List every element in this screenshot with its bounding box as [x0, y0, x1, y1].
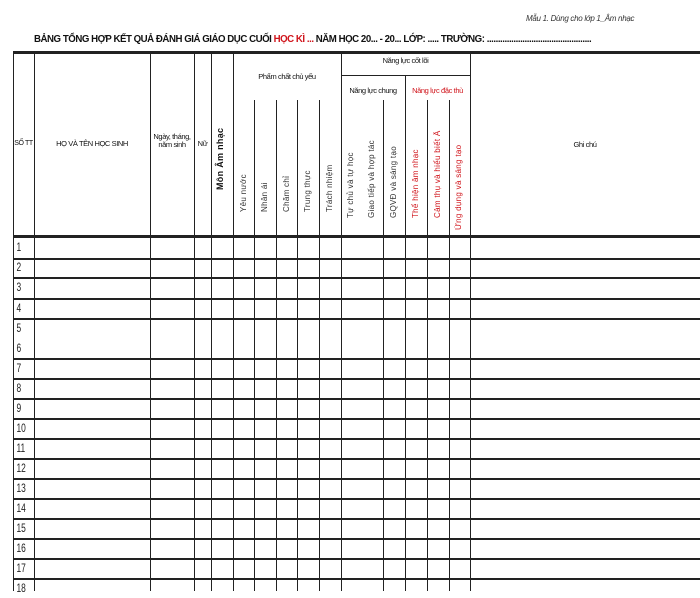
header-specific-application: Ứng dụng và sáng tạo	[454, 144, 463, 230]
header-quality-diligence: Chăm chỉ	[282, 175, 291, 212]
row-number: 15	[16, 521, 26, 535]
header-notes: Ghi chú	[573, 140, 597, 149]
row-number: 9	[16, 401, 22, 415]
row-number: 18	[16, 581, 26, 595]
column-divider	[194, 51, 195, 591]
column-divider	[13, 51, 14, 591]
column-divider	[233, 51, 234, 591]
header-date-of-birth: Ngày, tháng, năm sinh	[153, 132, 191, 150]
row-divider	[13, 498, 700, 500]
column-divider	[254, 100, 255, 236]
column-divider	[383, 100, 384, 236]
row-number: 2	[16, 260, 22, 274]
header-qualities-group: Phẩm chất chủ yếu	[258, 72, 316, 81]
row-divider	[13, 458, 700, 460]
column-divider	[297, 100, 298, 236]
row-divider	[13, 538, 700, 540]
row-divider	[13, 478, 700, 480]
column-divider	[276, 100, 277, 236]
row-divider	[13, 558, 700, 560]
row-divider	[13, 378, 700, 380]
row-number: 13	[16, 481, 26, 495]
row-number: 10	[16, 421, 26, 435]
row-divider	[13, 418, 700, 420]
column-divider	[150, 51, 151, 591]
row-divider	[13, 318, 700, 320]
row-number: 8	[16, 381, 22, 395]
row-divider	[13, 518, 700, 520]
row-number: 1	[16, 240, 22, 254]
row-number: 7	[16, 361, 22, 375]
row-divider	[13, 438, 700, 440]
row-number: 4	[16, 301, 22, 315]
header-quality-responsibility: Trách nhiệm	[325, 164, 334, 212]
row-number: 12	[16, 461, 26, 475]
header-quality-patriotism: Yêu nước	[239, 174, 248, 212]
title-part-1: BẢNG TỔNG HỢP KẾT QUẢ ĐÁNH GIÁ GIÁO DỤC CUỐI	[34, 33, 274, 45]
row-number: 6	[16, 341, 22, 355]
column-divider	[405, 75, 406, 591]
row-number: 5	[16, 321, 22, 335]
header-general-problem-solving: GQVĐ và sáng tạo	[389, 146, 398, 218]
column-divider	[319, 100, 320, 236]
row-divider	[13, 258, 700, 260]
title-semester: HỌC KÌ ...	[273, 33, 314, 45]
column-divider	[427, 100, 428, 236]
table-top-border	[13, 51, 700, 54]
form-note: Mẫu 1. Dùng cho lớp 1_Âm nhạc	[526, 14, 635, 23]
column-divider	[34, 51, 35, 591]
row-divider	[13, 398, 700, 400]
header-female: Nữ	[197, 139, 208, 148]
header-stt: SỐ TT	[14, 140, 33, 147]
row-divider	[13, 358, 700, 360]
column-divider	[449, 100, 450, 236]
header-general-competency-group: Năng lực chung	[349, 86, 397, 95]
row-number: 17	[16, 561, 26, 575]
row-number: 14	[16, 501, 26, 515]
header-quality-honesty: Trung thực	[303, 170, 312, 212]
header-specific-appreciation: Cảm thụ và hiểu biết Â	[433, 130, 442, 218]
header-core-competency-group: Năng lực cốt lõi	[382, 56, 429, 65]
header-specific-competency-group: Năng lực đặc thù	[412, 86, 463, 95]
header-subject-music: Môn Âm nhạc	[215, 127, 225, 190]
header-student-name: HỌ VÀ TÊN HỌC SINH	[56, 139, 128, 148]
column-divider	[341, 51, 342, 591]
row-number: 16	[16, 541, 26, 555]
row-number: 11	[16, 441, 26, 455]
header-general-self-study: Tự chủ và tự học	[346, 152, 355, 218]
header-general-communication: Giao tiếp và hợp tác	[367, 140, 376, 218]
row-divider	[13, 277, 700, 279]
title-part-3: NĂM HỌC 20... - 20... LỚP: ..... TRƯỜNG: ...............................................	[313, 33, 592, 45]
row-number: 3	[16, 280, 22, 294]
header-specific-performance: Thể hiện âm nhạc	[411, 149, 420, 218]
header-bottom-border	[13, 235, 700, 238]
row-divider	[13, 298, 700, 300]
header-quality-kindness: Nhân ái	[260, 182, 269, 212]
column-divider	[211, 51, 212, 591]
row-divider	[13, 578, 700, 580]
column-divider	[470, 51, 471, 591]
